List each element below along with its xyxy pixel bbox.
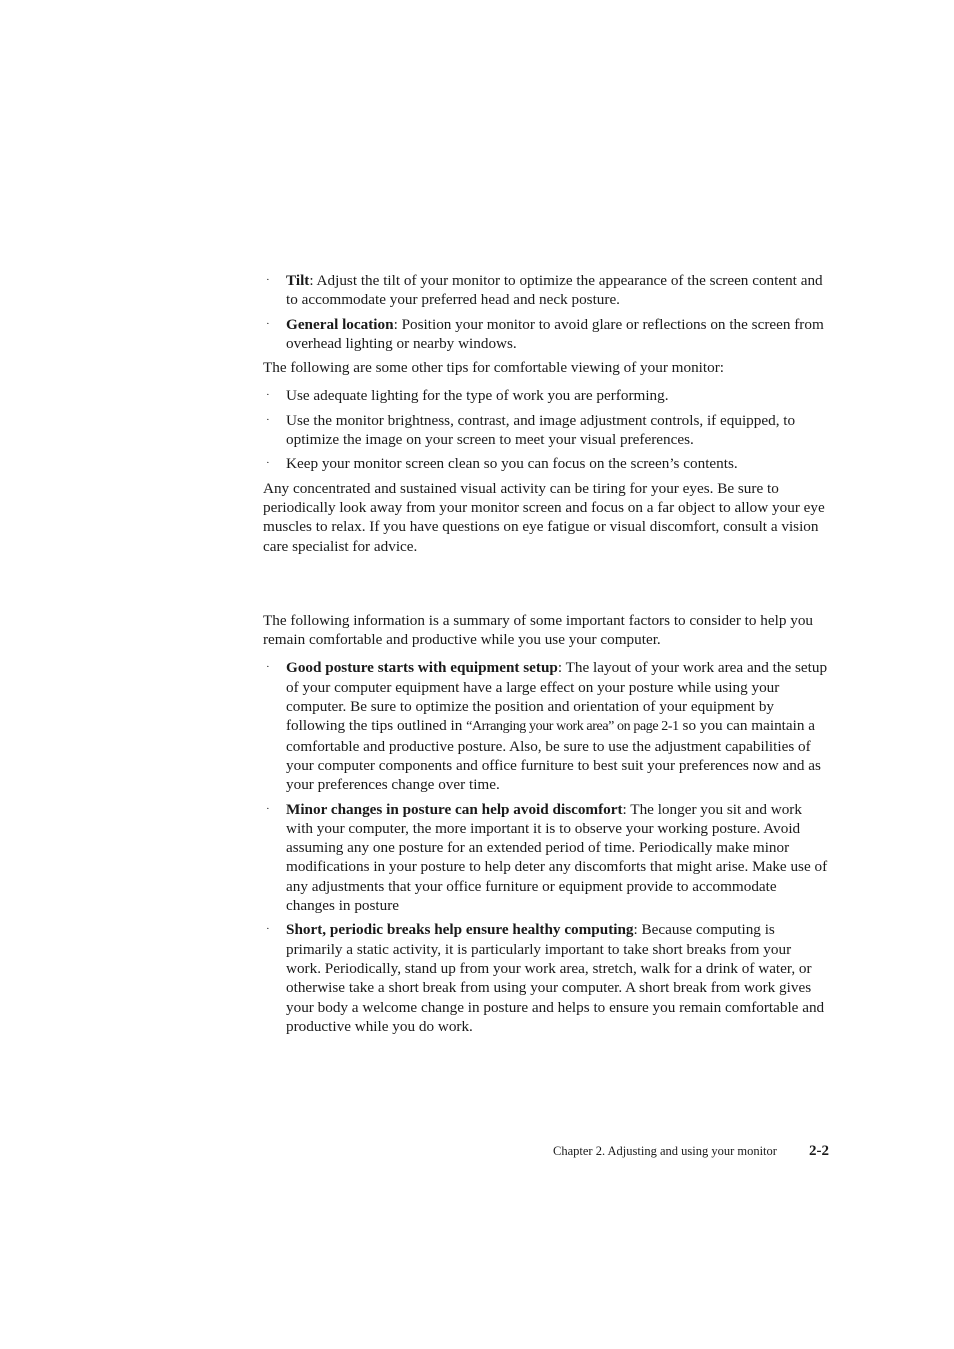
item-term: Good posture starts with equipment setup bbox=[286, 659, 558, 677]
page-content bbox=[263, 271, 829, 1041]
bullet-icon: · bbox=[266, 389, 270, 402]
item-text: Use adequate lighting for the type of work you are performing. bbox=[286, 387, 669, 405]
viewing-tips-list bbox=[263, 386, 829, 473]
bullet-icon: · bbox=[266, 317, 270, 330]
list-item bbox=[263, 454, 829, 473]
list-item bbox=[263, 800, 829, 916]
list-item bbox=[263, 411, 829, 450]
eye-fatigue-paragraph: Any concentrated and sustained visual activity can be tiring for your eyes. Be sure to periodically look away from your monitor screen and focus on a far object to allow your eye muscles to relax. If you have questions on eye fatigue or visual discomfort, consult a vision care specialist for advice. bbox=[263, 479, 825, 555]
item-text: : Position your monitor to avoid glare or reflections on the screen from overhead lighting or nearby windows. bbox=[286, 315, 824, 352]
tips-intro: The following are some other tips for comfortable viewing of your monitor: bbox=[263, 359, 724, 377]
item-text: : Adjust the tilt of your monitor to optimize the appearance of the screen content and to accommodate your preferred head and neck posture. bbox=[286, 272, 823, 309]
page-number: 2-2 bbox=[809, 1143, 829, 1159]
item-term: Minor changes in posture can help avoid discomfort bbox=[286, 800, 623, 818]
chapter-title: Chapter 2. Adjusting and using your monitor bbox=[553, 1144, 777, 1158]
item-text: Keep your monitor screen clean so you can focus on the screen’s contents. bbox=[286, 455, 738, 473]
posture-intro: The following information is a summary of some important factors to consider to help you remain comfortable and productive while you use your computer. bbox=[263, 611, 814, 649]
bullet-icon: · bbox=[266, 274, 270, 286]
bullet-icon: · bbox=[266, 661, 270, 674]
section-spacer bbox=[263, 565, 829, 611]
list-item bbox=[263, 920, 829, 1036]
list-item bbox=[263, 386, 829, 405]
bullet-icon: · bbox=[266, 457, 270, 470]
bullet-icon: · bbox=[266, 923, 270, 936]
item-text: Use the monitor brightness, contrast, and image adjustment controls, if equipped, to optimize the image on your screen to meet your visual preferences. bbox=[286, 411, 796, 449]
cross-reference-link[interactable]: “Arranging your work area” on page 2-1 bbox=[466, 719, 679, 735]
item-text: : The longer you sit and work with your computer, the more important it is to observe your working posture. Avoid assuming any one posture for an extended period of time. Periodically make minor modifications in your posture to help deter any discomforts that might arise. Make use of any adjustments that your office furniture or equipment provide to accommodate changes in posture bbox=[286, 800, 828, 915]
list-item bbox=[263, 271, 829, 310]
item-term: General location bbox=[286, 315, 394, 333]
page-footer bbox=[553, 1143, 829, 1160]
item-text: : The layout of your work area and the setup of your computer equipment have a large effect on your posture while using your computer. Be sure to optimize the position and orientation of your equipment by following the tips outlined in bbox=[286, 659, 828, 735]
item-term: Short, periodic breaks help ensure healthy computing bbox=[286, 921, 634, 939]
item-text: : Because computing is primarily a static activity, it is particularly important to take short breaks from your work. Periodically, stand up from your work area, stretch, walk for a drink of water, or otherwise take a short break from using your computer. A short break from work gives your body a welcome change in posture and helps to ensure you remain comfortable and productive while you do work. bbox=[286, 921, 825, 1035]
list-item bbox=[263, 658, 829, 794]
monitor-adjustment-list bbox=[263, 271, 829, 353]
posture-factors-list bbox=[263, 658, 829, 1036]
bullet-icon: · bbox=[266, 802, 270, 815]
item-text: so you can maintain a comfortable and productive posture. Also, be sure to use the adjustment capabilities of your computer components and office furniture to best suit your preferences now and as your preferences change over time. bbox=[286, 717, 821, 794]
bullet-icon: · bbox=[266, 413, 270, 426]
item-term: Tilt bbox=[286, 272, 310, 289]
list-item bbox=[263, 315, 829, 354]
